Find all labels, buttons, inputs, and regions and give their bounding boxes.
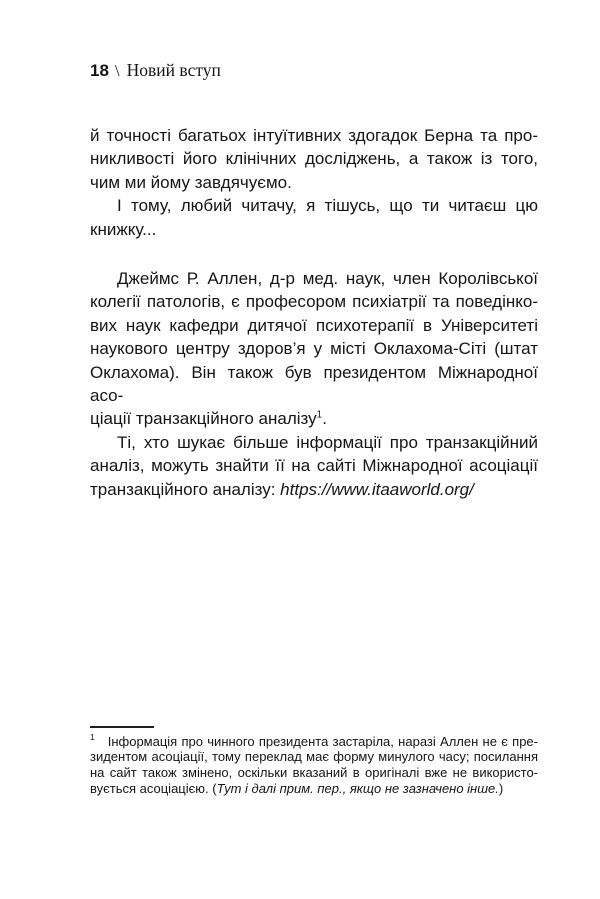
paragraph-3 xyxy=(90,267,538,431)
text-run: . xyxy=(322,409,327,429)
page-header xyxy=(90,60,221,81)
footnote-marker: 1 xyxy=(90,732,95,743)
text-run: транзакційного аналізу: xyxy=(90,479,281,499)
text-line xyxy=(90,478,538,501)
translator-note-text: Тут і далі прим. пер., якщо не зазначено інше. xyxy=(216,780,499,796)
paragraph-4 xyxy=(90,431,538,501)
header-separator: \ xyxy=(114,61,120,80)
text-run: Інформація про чинного президента застаріла, наразі Аллен не є пре- xyxy=(107,733,538,749)
text-line: аналіз, можуть знайти її на сайті Міжнародної асоціації xyxy=(90,456,538,476)
text-run: ціації транзакційного аналізу xyxy=(90,409,317,429)
text-run: вується асоціацією. ( xyxy=(90,780,217,796)
url-text: https://www.itaaworld.org/ xyxy=(280,479,474,499)
footnote-rule xyxy=(90,726,154,728)
text-line: й точності багатьох інтуїтивних здогадок Берна та про- xyxy=(90,126,538,145)
text-line: чим ми йому завдячуємо. xyxy=(90,172,292,192)
footnote-line: на сайт також змінено, оскільки вказаний в оригіналі вже не використо- xyxy=(90,765,538,781)
page-number: 18 xyxy=(90,61,109,80)
footnote-reference: 1 xyxy=(316,409,323,421)
text-line: Джеймс Р. Аллен, д-р мед. наук, член Королівської xyxy=(117,269,538,289)
text-run: ) xyxy=(498,780,504,796)
text-line: вих наук кафедри дитячої психотерапії в Університеті xyxy=(90,315,538,335)
paragraph-1 xyxy=(90,124,538,194)
text-line: никливості його клінічних досліджень, а також із того, xyxy=(90,149,538,169)
text-line: Оклахома). Він також був президентом Міжнародної асо- xyxy=(90,362,538,406)
paragraph-2 xyxy=(90,194,538,241)
text-line: колегії патологів, є професором психіатрії та поведінко- xyxy=(90,292,538,312)
text-line: Ті, хто шукає більше інформації про транзакційний xyxy=(117,432,538,452)
text-line: І тому, любий читачу, я тішусь, що ти читаєш цю xyxy=(117,196,538,216)
footnote-line: зидентом асоціації, тому переклад має форму минулого часу; посилання xyxy=(90,749,538,765)
footnote-area xyxy=(90,726,538,797)
page-body xyxy=(90,124,538,501)
footnote-line xyxy=(90,781,538,797)
footnote-line xyxy=(90,734,538,750)
running-head-title: Новий вступ xyxy=(126,60,221,80)
text-line: наукового центру здоров’я у місті Оклахома-Сіті (штат xyxy=(90,339,538,359)
text-line: книжку... xyxy=(90,219,157,239)
text-line xyxy=(90,407,538,430)
